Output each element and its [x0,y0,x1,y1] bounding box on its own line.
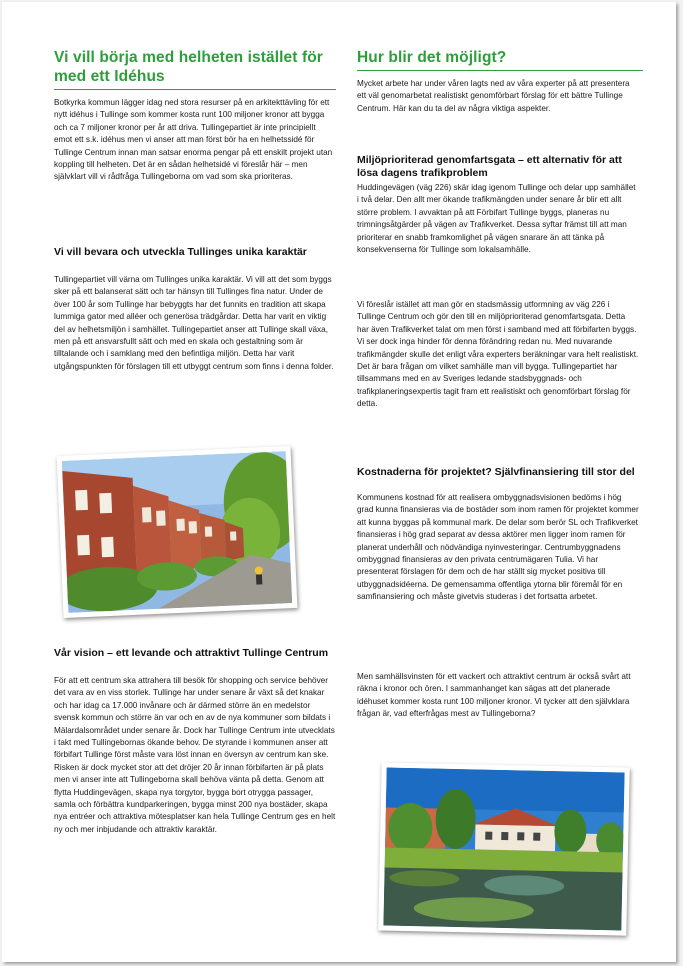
pond-houses-photo [378,762,629,935]
right-section1-heading: Miljöprioriterad genomfartsgata – ett alternativ för att lösa dagens trafikproblem [357,154,622,179]
document-page [2,2,676,962]
pond-houses-photo-image [383,768,624,931]
right-section2-heading: Kostnaderna för projektet? Självfinansiering till stor del [357,466,635,478]
left-section2-heading: Vår vision – ett levande och attraktivt Tullinge Centrum [54,647,329,659]
right-section1-paragraph-1: Huddingevägen (väg 226) skär idag igenom Tullinge och delar upp samhället i två delar. Den allt mer ökande trafikmängden under senare år blir ett allt större problem. I avvaktan på att Förbifart Tullinge byggs, planeras nu trimningsåtgärder på vägen av Trafikverket. Dessa syftar främst till att man prioriterar en snabb framkomlighet på vägen snarare än att tänka på konsekvenserna för Tullinge som lokalsamhälle. [357,183,636,255]
left-section1-heading: Vi vill bevara och utveckla Tullinges unika karaktär [54,246,307,258]
right-intro-paragraph: Mycket arbete har under våren lagts ned av våra experter på att presentera ett väl genomarbetat realistiskt genomförbart förslag för ett bättre Tullinge Centrum. Här kan du ta del av några viktiga aspekter. [357,79,630,113]
street-houses-photo-image [62,451,292,613]
right-section2-paragraph-2: Men samhällsvinsten för ett vackert och attraktivt centrum är också svårt att räkna i kronor och ören. I sammanhanget kan sägas att det planerade idéhuset kommer kosta runt 100 miljoner kronor. Vi tycker att den självklara frågan är, vad efterfrågas mest av Tullingeborna? [357,672,631,719]
right-section2-paragraph-1: Kommunens kostnad för att realisera ombyggnadsvisionen bedöms i hög grad kunna finansieras via de bostäder som inom ramen för projektet kommer att kunna byggas på kommunal mark. De delar som berör SL och Trafikverket finansieras i hög grad separat av dessa aktörer men ligger inom ramen för planerat underhåll och nödvändiga nyinvesteringar. Centrumbyggnadens ombyggnad finansieras av den privata centrumägaren Tulia. Vi har presenterat förslagen för dem och de har ställt sig mycket positiva till utbyggnadsidéerna. De gemensamma offentliga ytorna blir föremål för en samfinansiering och måste givetvis studeras i det fortsatta arbetet. [357,493,639,602]
street-houses-photo [57,446,298,618]
left-heading: Vi vill börja med helheten istället för med ett Idéhus [54,48,336,90]
right-section1-paragraph-2: Vi föreslår istället att man gör en stadsmässig utformning av väg 226 i Tullinge Centrum och gör den till en miljöprioriterad genomfartsgata. Detta har även Trafikverket talat om men först i samband med att förbifarten byggs. Vi ser dock inga hinder för denna förändring redan nu. Med nuvarande trafikmängder skulle det enligt våra experters beräkningar vara helt realistiskt. Det är bara frågan om vilket samhälle man vill bygga. Tullingepartiet har tillsammans med en av Sveriges ledande stadsbyggnads- och trafikplaneringsexpertis tagit fram ett realistiskt och genomförbart förslag för detta. [357,300,639,409]
left-section2-paragraph: För att ett centrum ska attrahera till besök för shopping och service behöver det vara av en viss storlek. Tullinge har under senare år växt så det knakar och har idag ca 17.000 invånare och är därmed större än en medelstor svensk kommun och större än var och en av de nya kommuner som bildats i Mälardalsområdet under senare år. Dock har Tullinge Centrum inte utvecklats i takt med Tullingebornas ökande behov. De styrande i kommunen anser att förbifart Tullinge först måste vara löst innan en översyn av centrum kan ske. Risken är dock mycket stor att det dröjer 20 år innan förbifarten är på plats men vi anser inte att Tullingeborna skall behöva vänta på detta. Genom att flytta Huddingevägen, skapa nya torgytor, bygga bort otrygga passager, samla och förbättra kundparkeringen, bygga minst 200 nya bostäder, skapa nya entréer och attraktiva mötesplatser kan hela Tullinge Centrum ges en helt ny och mer inbjudande och attraktiv karaktär. [54,676,336,834]
left-intro-paragraph: Botkyrka kommun lägger idag ned stora resurser på en arkitekttävling för ett nytt idéhus i Tullinge som kommer kosta runt 100 miljoner kronor att bygga och ca 7 miljoner kronor per år att driva. Tullingepartiet är inte principiellt emot ett s.k. idéhus men vi anser att man först bör ha en helhetssidé för Tullinge Centrum innan man satsar enorma pengar på ett enskilt projekt utan koppling till helheten. Det är en sådan helhetsidé vi föreslår här – men självklart vill vi rådfråga Tullingeborna om vad som ska prioriteras. [54,98,333,182]
left-section1-paragraph: Tullingepartiet vill värna om Tullinges unika karaktär. Vi vill att det som byggs sker på ett balanserat sätt och tar hänsyn till Tullinges fina natur. Under de över 100 år som Tullinge har bebyggts har det funnits en tradition att skapa lummiga gator med alléer och generösa trädgårdar. Detta har varit en viktig del av helhetsmiljön i samhället. Tullingepartiet anser att Tullinge skall växa, men på ett ansvarsfullt sätt och med en skala och gestaltning som är tilltalande och i samklang med den befintliga miljön. Detta har varit utgångspunkten för förslagen till ett utbyggt centrum som finns i denna folder. [54,275,334,371]
right-heading: Hur blir det möjligt? [357,48,643,71]
